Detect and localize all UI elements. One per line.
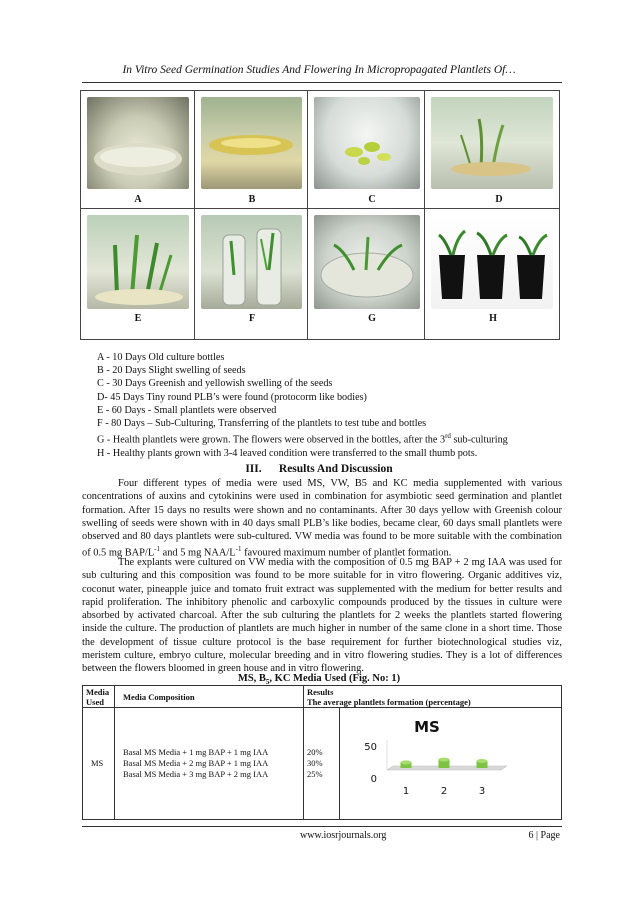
- legend-item: G - Health plantlets were grown. The flowers were observed in the bottles, after the 3rd sub-culturing: [97, 432, 508, 446]
- panel-caption-d: D: [495, 194, 503, 205]
- legend-item: F - 80 Days – Sub-Culturing, Transferring of the plantlets to test tube and bottles: [97, 418, 427, 430]
- y-tick-label: 0: [370, 774, 377, 785]
- panel-caption-a: A: [134, 194, 142, 205]
- chart-bar-top: [477, 759, 488, 763]
- table-title: MS, $B_5$, KC Media Used (Fig. No: 1): [237, 673, 401, 687]
- header-rule: [82, 82, 562, 83]
- paragraph-text: Four different types of media were used MS, VW, B5 and KC media supplemented with various concentrations of auxins and cytokinins were used in combination for asymbiotic seed germination and plantlet formation. After 15 days no results were shown and no contaminants. After 30 days yellow with Greenish colour swelling of seeds were shown with in 40 days small PLB’s like bodies, became clear, 60 days small plantlets were observed and 80 days plantlets were sub-cultured. VW media was found to be more suitable with the combination of 0.5 mg BAP/$L^{-1}$ and 5 mg NAA/$L^{-1}$ favoured maximum number of plantlet formation.: [82, 478, 562, 559]
- chart-bar-top: [401, 760, 412, 764]
- x-tick-label: 3: [478, 786, 486, 797]
- photo-panel-d: [431, 97, 553, 189]
- bottle-plantlets-illustration: [314, 215, 420, 309]
- result-item: 20%: [307, 747, 323, 757]
- culture-bottle-illustration: [87, 97, 189, 189]
- section-heading: [0, 463, 638, 475]
- legend-item: D- 45 Days Tiny round PLB’s were found (protocorm like bodies): [97, 391, 367, 403]
- table-divider: [339, 707, 340, 819]
- results-list: [307, 747, 323, 780]
- result-item: 30%: [307, 758, 323, 768]
- chart-bar-top: [439, 758, 450, 762]
- result-item: 25%: [307, 769, 323, 779]
- photo-panel-c: [314, 97, 420, 189]
- figure-table: [80, 90, 560, 340]
- panel-caption-c: C: [368, 194, 376, 205]
- photo-panel-a: [87, 97, 189, 189]
- thumb-pots-illustration: [431, 215, 553, 309]
- test-tube-illustration: [201, 215, 302, 309]
- photo-panel-g: [314, 215, 420, 309]
- paragraph-1: [82, 477, 562, 560]
- small-plantlets-illustration: [87, 215, 189, 309]
- panel-caption-h: H: [489, 313, 497, 324]
- figure-divider: [307, 91, 308, 339]
- figure-divider: [424, 91, 425, 339]
- panel-caption-g: G: [368, 313, 376, 324]
- legend-item: E - 60 Days - Small plantlets were observed: [97, 404, 277, 416]
- panel-caption-e: E: [134, 313, 142, 324]
- header-media-composition: Media Composition: [123, 692, 195, 702]
- section-number: III.: [245, 463, 262, 475]
- footer-rule: [82, 826, 562, 827]
- panel-caption-b: B: [248, 194, 256, 205]
- composition-item: Basal MS Media + 3 mg BAP + 2 mg IAA: [123, 769, 269, 779]
- table-divider: [114, 686, 115, 819]
- legend-item: C - 30 Days Greenish and yellowish swelling of the seeds: [97, 378, 333, 390]
- ms-bar-chart: [341, 708, 513, 820]
- chart-title: MS: [414, 718, 440, 736]
- x-tick-label: 1: [402, 786, 410, 797]
- footer-url: www.iosrjournals.org: [300, 830, 387, 841]
- photo-panel-f: [201, 215, 302, 309]
- header-results-sub: The average plantlets formation (percentage): [307, 697, 471, 707]
- legend-item: B - 20 Days Slight swelling of seeds: [97, 365, 246, 377]
- panel-caption-f: F: [248, 313, 256, 324]
- paragraph-2: [82, 556, 562, 676]
- green-swelling-illustration: [314, 97, 420, 189]
- x-tick-label: 2: [440, 786, 448, 797]
- figure-divider: [194, 91, 195, 339]
- section-title: Results And Discussion: [278, 463, 393, 475]
- composition-item: Basal MS Media + 1 mg BAP + 1 mg IAA: [123, 747, 269, 757]
- running-header: In Vitro Seed Germination Studies And Flowering In Micropropagated Plantlets Of…: [122, 64, 516, 76]
- composition-item: Basal MS Media + 2 mg BAP + 1 mg IAA: [123, 758, 269, 768]
- photo-panel-b: [201, 97, 302, 189]
- paragraph-text: The explants were cultured on VW media with the composition of 0.5 mg BAP + 2 mg IAA was used for sub culturing and this composition was found to be more suitable for in vitro flowering. Organic additives viz, coconut water, pineapple juice and tomato fruit extract was supplemented with the medium for better results and rapid proliferation. The inhibitory phenolic and carboxylic compounds produced by the tissues in culture were absorbed by activated charcoal. After the sub culturing the plantlets for 2 weeks the plantlets started flowering inside the culture. The production of plantlets are much higher in number of the same clone in a short time. Those the development of tissue culture protocol is the base requirement for further biotechnological studies viz, meristem culture, embryo culture, molecular breeding and in vitro flowering studies. They is a lot of differences between the flowers bloomed in green house and in vitro flowering.: [82, 557, 562, 675]
- legend-item: H - Healthy plants grown with 3-4 leaved condition were transferred to the small thumb pots.: [97, 447, 478, 459]
- table-divider: [303, 686, 304, 819]
- plb-illustration: [431, 97, 553, 189]
- composition-list: [123, 747, 268, 780]
- media-name: MS: [91, 758, 104, 768]
- photo-panel-h: [431, 215, 553, 309]
- header-media-used: Media Used: [86, 687, 110, 707]
- seed-swelling-illustration: [201, 97, 302, 189]
- media-table: [82, 685, 562, 820]
- y-tick-label: 50: [364, 742, 377, 753]
- legend-item: A - 10 Days Old culture bottles: [97, 352, 225, 363]
- photo-panel-e: [87, 215, 189, 309]
- header-results: Results: [307, 687, 334, 697]
- figure-divider: [81, 208, 559, 209]
- footer-page-number: 6 | Page: [528, 830, 560, 841]
- figure-legend: [97, 351, 508, 460]
